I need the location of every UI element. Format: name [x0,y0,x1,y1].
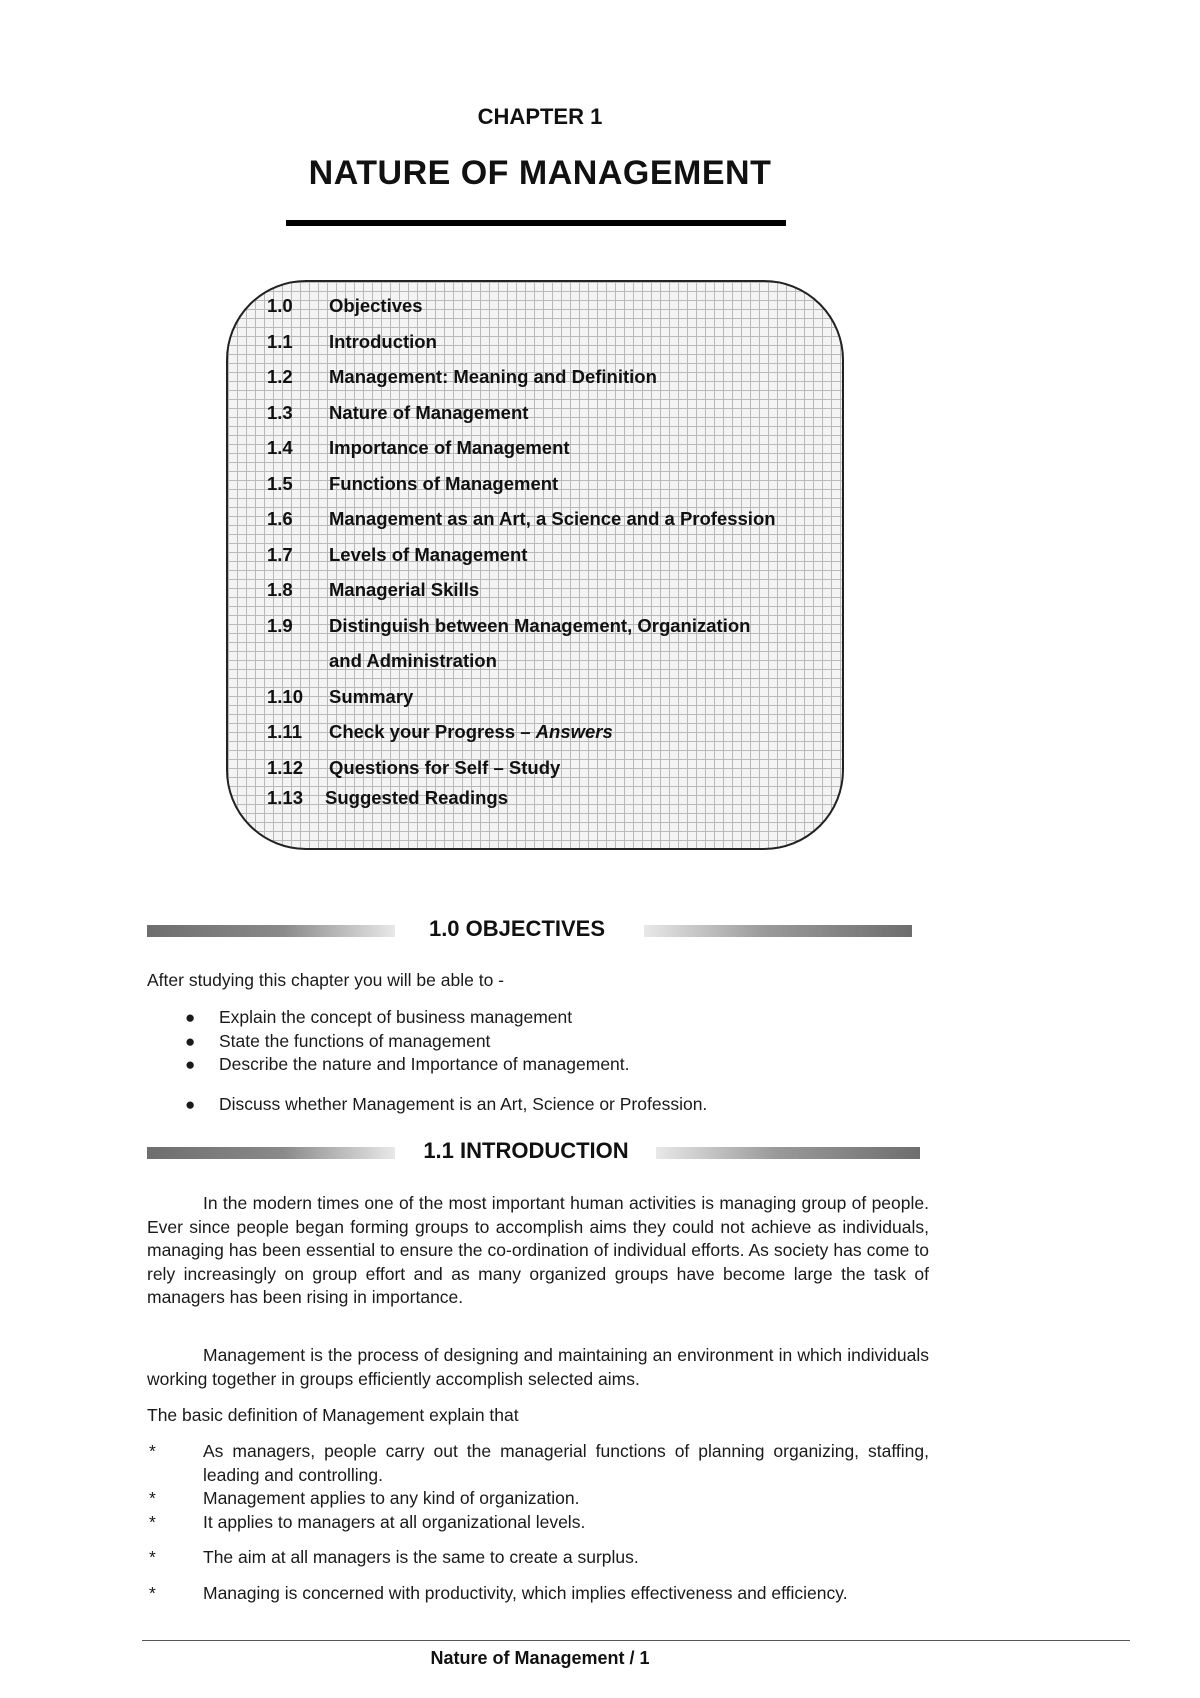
bullet-icon: ● [185,1094,196,1114]
introduction-paragraph-1: In the modern times one of the most important human activities is managing group of people. Ever since people began forming groups to accomplish aims they could not achieve as individuals, managing has been essential to ensure the co-ordination of individual efforts. As society has come to rely increasingly on group effort and as many organized groups have become large the task of managers has been rising in importance. [147,1193,929,1307]
toc-item [267,435,837,471]
toc-item-number: 1.7 [267,543,293,565]
toc-item-title: Summary [329,685,414,707]
toc-item-title-italic: Answers [535,721,613,742]
toc-item-title: Management as an Art, a Science and a Profession [329,508,776,529]
toc-item-title: Management: Meaning and Definition [329,366,657,387]
toc-item-title [329,719,837,745]
definition-point-text: As managers, people carry out the managerial functions of planning organizing, staffing, leading and controlling. [203,1441,929,1485]
toc-item-title: Nature of Management [329,401,529,423]
toc-item [267,329,837,365]
toc-item-number: 1.12 [267,756,304,778]
introduction-heading-bar-right [656,1147,920,1159]
toc-item-title: Levels of Management [329,543,528,565]
objectives-item [147,1030,947,1054]
definition-point-text: It applies to managers at all organizational levels. [203,1511,586,1532]
introduction-heading-bar-left [147,1147,395,1159]
bullet-icon: ● [185,1055,196,1074]
objectives-list [147,1006,947,1116]
definition-point-text: Managing is concerned with productivity, which implies effectiveness and efficiency. [203,1582,848,1603]
toc-item [267,506,837,542]
toc-item [267,684,837,720]
definition-point [147,1582,929,1606]
toc-item-title: Introduction [329,330,437,352]
toc-item-continuation [267,648,837,684]
definition-point [147,1546,929,1570]
toc-item-title: Importance of Management [329,437,570,458]
introduction-paragraph-2: Management is the process of designing and maintaining an environment in which individuals working together in groups efficiently accomplish selected aims. [147,1345,929,1389]
definition-point [147,1511,929,1535]
toc-item-title: Questions for Self – Study [329,756,561,778]
introduction-paragraph-3: The basic definition of Management explain that [147,1405,519,1425]
definition-point [147,1487,929,1511]
definition-point-text: Management applies to any kind of organization. [203,1488,580,1508]
objectives-intro: After studying this chapter you will be able to - [147,970,504,990]
definition-point [147,1440,929,1487]
toc-item-title: and Administration [329,650,497,671]
objectives-item [147,1093,947,1117]
toc-item-number: 1.13 [267,786,304,808]
toc-item [267,364,837,400]
introduction-heading: 1.1 INTRODUCTION [423,1138,629,1163]
toc-item-number: 1.8 [267,579,293,600]
objectives-item-text: Explain the concept of business management [219,1007,573,1027]
toc-item-number: 1.2 [267,366,293,387]
toc-item-title: Functions of Management [329,472,559,494]
toc-item [267,293,837,329]
toc-item-title: Suggested Readings [325,786,508,808]
objectives-item-text: State the functions of management [219,1030,491,1051]
toc-item-title: Objectives [329,295,423,316]
definition-points-list [147,1440,929,1605]
asterisk-icon: * [149,1441,156,1461]
asterisk-icon: * [149,1582,156,1603]
asterisk-icon: * [149,1511,156,1532]
objectives-heading-bar-right [644,925,912,937]
toc-item [267,471,837,507]
chapter-label: CHAPTER 1 [477,104,603,129]
objectives-item [147,1006,947,1030]
objectives-item [147,1053,947,1077]
toc-item-number: 1.6 [267,508,293,529]
objectives-item-text: Describe the nature and Importance of management. [219,1054,630,1074]
toc-item-title: Managerial Skills [329,579,480,600]
toc-item [267,755,837,785]
asterisk-icon: * [149,1547,156,1567]
toc-item [267,785,837,821]
toc-item-number: 1.4 [267,437,293,458]
objectives-heading: 1.0 OBJECTIVES [428,916,606,941]
toc-item [267,542,837,578]
asterisk-icon: * [149,1488,156,1508]
toc-item-number: 1.3 [267,401,293,423]
chapter-title: NATURE OF MANAGEMENT [308,154,772,192]
toc-item-number: 1.0 [267,295,293,316]
toc-item-number: 1.5 [267,472,293,494]
objectives-heading-bar-left [147,925,395,937]
toc-item [267,577,837,613]
toc-item [267,400,837,436]
definition-point-text: The aim at all managers is the same to create a surplus. [203,1547,639,1567]
toc-item-number: 1.9 [267,614,293,636]
toc-item-title-text: Check your Progress – [329,721,536,742]
toc-list [267,293,837,820]
toc-item [267,613,837,649]
footer-rule [142,1640,1130,1641]
bullet-icon: ● [185,1008,196,1027]
toc-item-title: Distinguish between Management, Organization [329,614,751,636]
title-underline [286,220,786,226]
toc-item-number: 1.1 [267,330,293,352]
toc-item [267,719,837,755]
toc-item-number: 1.10 [267,685,304,707]
toc-item-number: 1.11 [267,721,302,742]
bullet-icon: ● [185,1031,196,1051]
page-footer: Nature of Management / 1 [430,1648,650,1668]
objectives-item-text: Discuss whether Management is an Art, Science or Profession. [219,1093,708,1114]
